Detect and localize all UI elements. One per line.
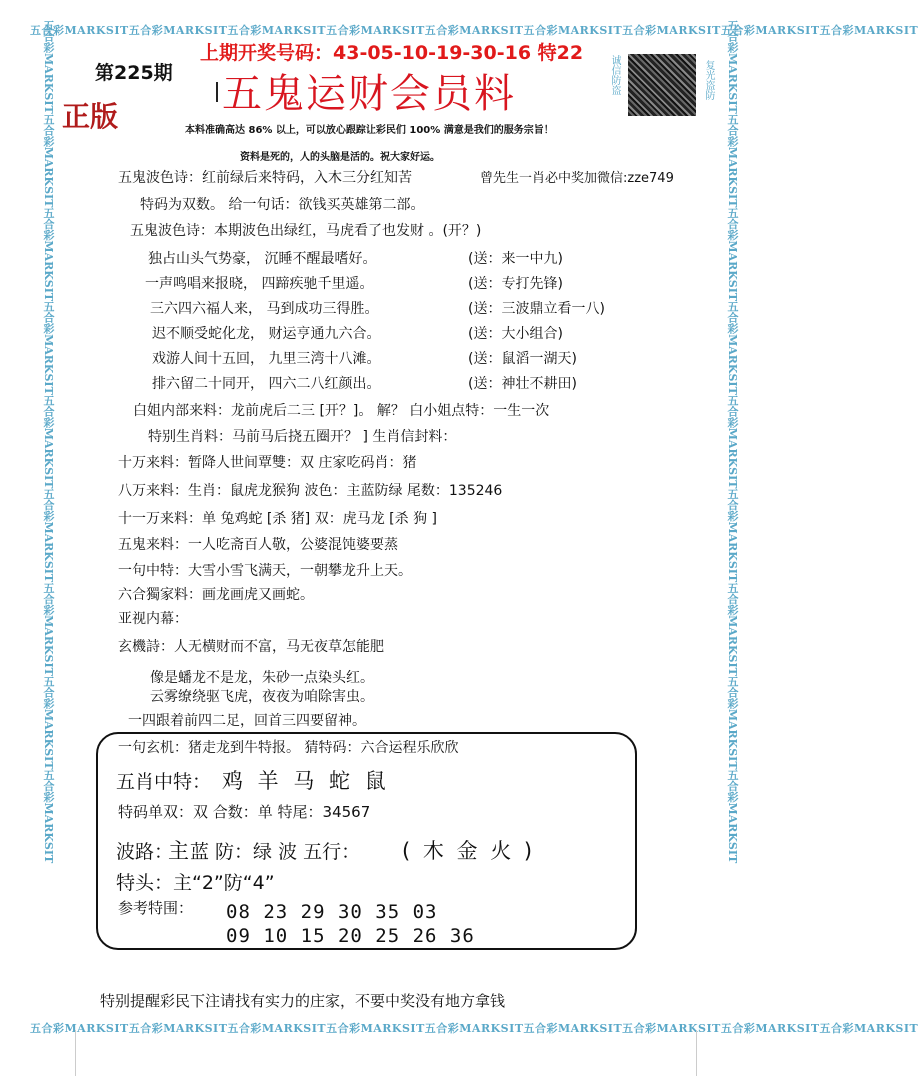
watermark-top: 五合彩MARKSIT五合彩MARKSIT五合彩MARKSIT五合彩MARKSIT五合彩MARKSIT五合彩MARKSIT五合彩MARKSIT五合彩MARKSIT五合彩MARKSIT [30, 24, 918, 37]
verse-line: 像是蟠龙不是龙，朱砂一点染头红。 [150, 670, 374, 686]
wechat-contact: 曾先生一肖必中奖加微信:zze749 [480, 171, 674, 186]
info-line: 亚视内幕： [118, 611, 188, 627]
poem-verse: 排六留二十同开， 四六二八红颜出。 [152, 376, 381, 392]
info-line: 八万来料：生肖：鼠虎龙猴狗 波色：主蓝防绿 尾数：135246 [118, 483, 503, 499]
wave-poem-1: 五鬼波色诗：红前绿后来特码，入木三分红知苦 [118, 170, 412, 186]
info-line: 特别生肖料：马前马后挠五圈开？ ] 生肖信封料： [148, 429, 457, 445]
qr-code [628, 54, 696, 116]
slogan-luck: 资料是死的，人的头脑是活的。祝大家好运。 [240, 152, 440, 163]
edition-label: 正版 [62, 100, 119, 133]
parity-line: 特码单双：双 合数：单 特尾：34567 [118, 803, 371, 821]
five-zodiac-label: 五肖中特： [116, 771, 212, 793]
special-hint: 特码为双数。 给一句话：欲钱买英雄第二部。 [140, 197, 425, 213]
seal-right: 复光盗防 [703, 60, 714, 100]
five-elements: ( 木 金 火 ) [402, 839, 536, 863]
poem-gift: (送：三波鼎立看一八) [468, 301, 605, 317]
info-line: 白姐内部来料：龙前虎后二三 [开？]。 解？ 白小姐点特：一生一次 [133, 403, 550, 419]
info-line: 十一万来料：单 兔鸡蛇 [杀 猪] 双：虎马龙 [杀 狗 ] [118, 511, 437, 527]
verse-line: 一四跟着前四二足，回首三四要留神。 [128, 713, 366, 729]
wave-label: 波路： [116, 841, 174, 863]
watermark-left: 五合彩MARKSIT五合彩MARKSIT五合彩MARKSIT五合彩MARKSIT五合彩MARKSIT五合彩MARKSIT五合彩MARKSIT五合彩MARKSIT五合彩MARKSIT [42, 20, 55, 864]
info-line: 十万来料：暂降人世间覃雙：双 庄家吃码肖：猪 [118, 455, 417, 471]
seal-left: 诚信防盗 [609, 55, 620, 95]
poem-gift: (送：大小组合) [468, 326, 563, 342]
info-line: 六合獨家料：画龙画虎又画蛇。 [118, 587, 314, 603]
poem-verse: 迟不顺受蛇化龙， 财运亨通九六合。 [152, 326, 381, 342]
wave-main: 主 [168, 839, 189, 863]
poem-gift: (送：来一中九) [468, 251, 563, 267]
watermark-right: 五合彩MARKSIT五合彩MARKSIT五合彩MARKSIT五合彩MARKSIT五合彩MARKSIT五合彩MARKSIT五合彩MARKSIT五合彩MARKSIT五合彩MARKSIT [726, 20, 739, 864]
poem-gift: (送：鼠滔一湖天) [468, 351, 577, 367]
period-number: 第225期 [95, 62, 173, 84]
poem-verse: 独占山头气势豪， 沉睡不醒最嗜好。 [148, 251, 377, 267]
page-title: 五鬼运财会员料 [222, 71, 516, 117]
poem-verse: 戏游人间十五回， 九里三湾十八滩。 [152, 351, 381, 367]
info-line: 玄機詩：人无横财而不富，马无夜草怎能肥 [118, 639, 384, 655]
wave-rest: 蓝 防：绿 波 五行： [190, 841, 361, 863]
poem-verse: 三六四六福人来， 马到成功三得胜。 [150, 301, 379, 317]
verse-line: 云雾缭绕驱飞虎，夜夜为咱除害虫。 [150, 689, 374, 705]
title-bar [216, 82, 218, 102]
info-line: 五鬼来料：一人吃斋百人敬，公婆混饨婆要蒸 [118, 537, 398, 553]
info-line: 一句中特：大雪小雪飞满天，一朝攀龙升上天。 [118, 563, 412, 579]
reference-row-1: 08 23 29 30 35 03 [226, 901, 438, 923]
poem-gift: (送：神壮不耕田) [468, 376, 577, 392]
footer-reminder: 特别提醒彩民下注请找有实力的庄家，不要中奖没有地方拿钱 [100, 992, 506, 1010]
wave-poem-2: 五鬼波色诗：本期波色出绿红，马虎看了也发财 。(开？) [130, 223, 482, 239]
box-hint-line: 一句玄机：猪走龙到牛特报。 猜特码：六合运程乐欣欣 [118, 740, 459, 756]
slogan-accuracy: 本料准确高达 86% 以上，可以放心跟踪让彩民们 100% 满意是我们的服务宗旨！ [185, 125, 554, 136]
bottom-frame [75, 1030, 697, 1076]
five-zodiac-values: 鸡 羊 马 蛇 鼠 [222, 769, 390, 793]
watermark-bottom: 五合彩MARKSIT五合彩MARKSIT五合彩MARKSIT五合彩MARKSIT五合彩MARKSIT五合彩MARKSIT五合彩MARKSIT五合彩MARKSIT五合彩MARKSIT [30, 1022, 918, 1035]
poem-verse: 一声鸣唱来报晓， 四蹄疾驰千里遥。 [145, 276, 374, 292]
reference-label: 参考特围： [118, 899, 194, 917]
reference-row-2: 09 10 15 20 25 26 36 [226, 925, 475, 947]
poem-gift: (送：专打先锋) [468, 276, 563, 292]
head-number: 特头：主“2”防“4” [116, 872, 275, 894]
last-result: 上期开奖号码：43-05-10-19-30-16 特22 [200, 42, 584, 64]
